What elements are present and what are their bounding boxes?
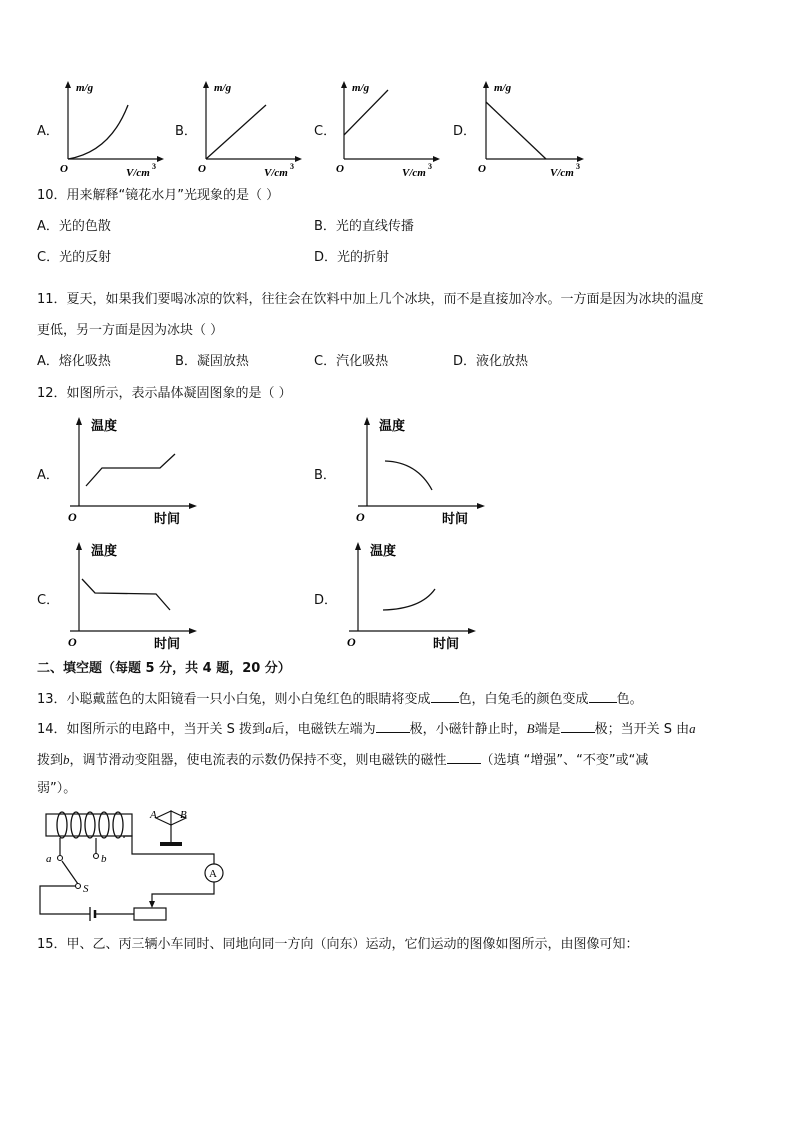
q14-var-a2: a bbox=[689, 721, 696, 736]
q14-line1 bbox=[37, 718, 696, 739]
q9-d-ylabel: m/g bbox=[494, 82, 512, 94]
q12-b-origin: O bbox=[356, 510, 365, 524]
q13-stem bbox=[37, 688, 643, 709]
q12-b-xlabel: 时间 bbox=[442, 511, 469, 526]
q9-option-d-letter: D． bbox=[453, 124, 477, 139]
q9-c-ylabel: m/g bbox=[352, 82, 370, 94]
q14-l1-e: 极；当开关 S 由 bbox=[594, 722, 690, 737]
q14-l2-b: ，调节滑动变阻器，使电流表的示数仍保持不变，则电磁铁的磁性 bbox=[69, 753, 447, 768]
electromagnet-coil bbox=[57, 812, 123, 838]
q9-c-origin: O bbox=[336, 163, 344, 175]
q13-blank-1[interactable] bbox=[431, 688, 459, 703]
q14-line2 bbox=[37, 749, 648, 770]
q14-var-a: a bbox=[265, 721, 272, 736]
q12-d-ylabel: 温度 bbox=[370, 543, 397, 558]
q14-l1-a: 14．如图所示的电路中，当开关 S 拨到 bbox=[37, 722, 266, 737]
q14-circuit-diagram bbox=[34, 806, 224, 922]
q14-l1-d: 端是 bbox=[534, 722, 561, 737]
q9-d-xsup: 3 bbox=[576, 162, 580, 171]
q12-a-origin: O bbox=[68, 510, 77, 524]
q9-b-origin: O bbox=[198, 163, 206, 175]
q14-blank-2[interactable] bbox=[561, 718, 595, 733]
q9-graph-b bbox=[198, 80, 308, 180]
q9-option-c-letter: C． bbox=[314, 124, 337, 139]
q11-stem-line2: 更低，另一方面是因为冰块（ ） bbox=[37, 323, 224, 338]
q9-graph-d bbox=[478, 80, 590, 180]
section-title-fill-in: 二、填空题（每题 5 分，共 4 题，20 分） bbox=[37, 661, 291, 676]
q13-part1: 13．小聪戴蓝色的太阳镜看一只小白兔，则小白兔红色的眼睛将变成 bbox=[37, 692, 431, 707]
q15-stem: 15．甲、乙、丙三辆小车同时、同地向同一方向（向东）运动，它们运动的图像如图所示，由图像可知： bbox=[37, 937, 639, 952]
q12-option-b-letter: B． bbox=[314, 468, 336, 483]
label-a: a bbox=[46, 853, 52, 865]
q14-l1-b: 后，电磁铁左端为 bbox=[271, 722, 376, 737]
q12-a-xlabel: 时间 bbox=[154, 511, 181, 526]
q14-blank-3[interactable] bbox=[447, 749, 481, 764]
battery bbox=[90, 907, 95, 921]
label-ammeter: A bbox=[209, 868, 217, 880]
q9-a-xsup: 3 bbox=[152, 162, 156, 171]
q9-a-ylabel: m/g bbox=[76, 82, 94, 94]
switch-s bbox=[62, 861, 78, 884]
q12-graph-c bbox=[64, 537, 204, 652]
q9-option-b-letter: B． bbox=[175, 124, 197, 139]
q9-option-a-letter: A． bbox=[37, 124, 59, 139]
q9-a-origin: O bbox=[60, 163, 68, 175]
label-compass-A: A bbox=[150, 809, 157, 821]
q10-option-d[interactable]: D．光的折射 bbox=[314, 250, 390, 265]
q12-c-origin: O bbox=[68, 635, 77, 649]
q13-part3: 色。 bbox=[616, 692, 643, 707]
label-S: S bbox=[83, 883, 89, 895]
q11-option-a[interactable]: A．熔化吸热 bbox=[37, 354, 111, 369]
q12-d-xlabel: 时间 bbox=[433, 636, 460, 651]
q9-b-ylabel: m/g bbox=[214, 82, 232, 94]
q14-var-b: b bbox=[63, 752, 70, 767]
label-compass-B: B bbox=[180, 809, 187, 821]
q9-d-xlabel: V/cm bbox=[550, 167, 574, 179]
q9-b-xsup: 3 bbox=[290, 162, 294, 171]
q10-option-c[interactable]: C．光的反射 bbox=[37, 250, 112, 265]
q12-c-ylabel: 温度 bbox=[91, 543, 118, 558]
rheostat bbox=[134, 908, 166, 920]
electromagnet-core bbox=[46, 814, 132, 836]
q9-graph-c bbox=[336, 80, 446, 180]
q9-c-xsup: 3 bbox=[428, 162, 432, 171]
q14-l2-c: （选填 “增强”、“不变”或“减 bbox=[480, 753, 649, 768]
q14-line3: 弱”）。 bbox=[37, 781, 77, 796]
q12-graph-a bbox=[64, 412, 204, 527]
q14-var-B: B bbox=[526, 721, 535, 736]
q10-stem: 10．用来解释“镜花水月”光现象的是（ ） bbox=[37, 188, 280, 203]
q13-part2: 色，白兔毛的颜色变成 bbox=[458, 692, 589, 707]
q11-stem-line1: 11．夏天，如果我们要喝冰凉的饮料，往往会在饮料中加上几个冰块，而不是直接加冷水。一方面是因为冰块的温度 bbox=[37, 292, 704, 307]
label-b: b bbox=[101, 853, 107, 865]
q12-stem: 12．如图所示，表示晶体凝固图象的是（ ） bbox=[37, 386, 292, 401]
q9-graph-a bbox=[60, 80, 170, 180]
q9-b-xlabel: V/cm bbox=[264, 167, 288, 179]
q12-graph-b bbox=[352, 412, 492, 527]
q14-l1-c: 极，小磁针静止时， bbox=[409, 722, 527, 737]
q13-blank-2[interactable] bbox=[589, 688, 617, 703]
q12-d-origin: O bbox=[347, 635, 356, 649]
q11-option-c[interactable]: C．汽化吸热 bbox=[314, 354, 389, 369]
q14-blank-1[interactable] bbox=[376, 718, 410, 733]
q10-option-b[interactable]: B．光的直线传播 bbox=[314, 219, 414, 234]
q11-option-d[interactable]: D．液化放热 bbox=[453, 354, 529, 369]
q12-b-ylabel: 温度 bbox=[379, 418, 406, 433]
q14-l2-a: 拨到 bbox=[37, 753, 64, 768]
q9-d-origin: O bbox=[478, 163, 486, 175]
q12-option-a-letter: A． bbox=[37, 468, 59, 483]
q12-c-xlabel: 时间 bbox=[154, 636, 181, 651]
q9-a-xlabel: V/cm bbox=[126, 167, 150, 179]
q12-option-d-letter: D． bbox=[314, 593, 338, 608]
q10-option-a[interactable]: A．光的色散 bbox=[37, 219, 111, 234]
q12-graph-d bbox=[343, 537, 483, 652]
q11-option-b[interactable]: B．凝固放热 bbox=[175, 354, 249, 369]
q9-c-xlabel: V/cm bbox=[402, 167, 426, 179]
q12-option-c-letter: C． bbox=[37, 593, 60, 608]
q12-a-ylabel: 温度 bbox=[91, 418, 118, 433]
